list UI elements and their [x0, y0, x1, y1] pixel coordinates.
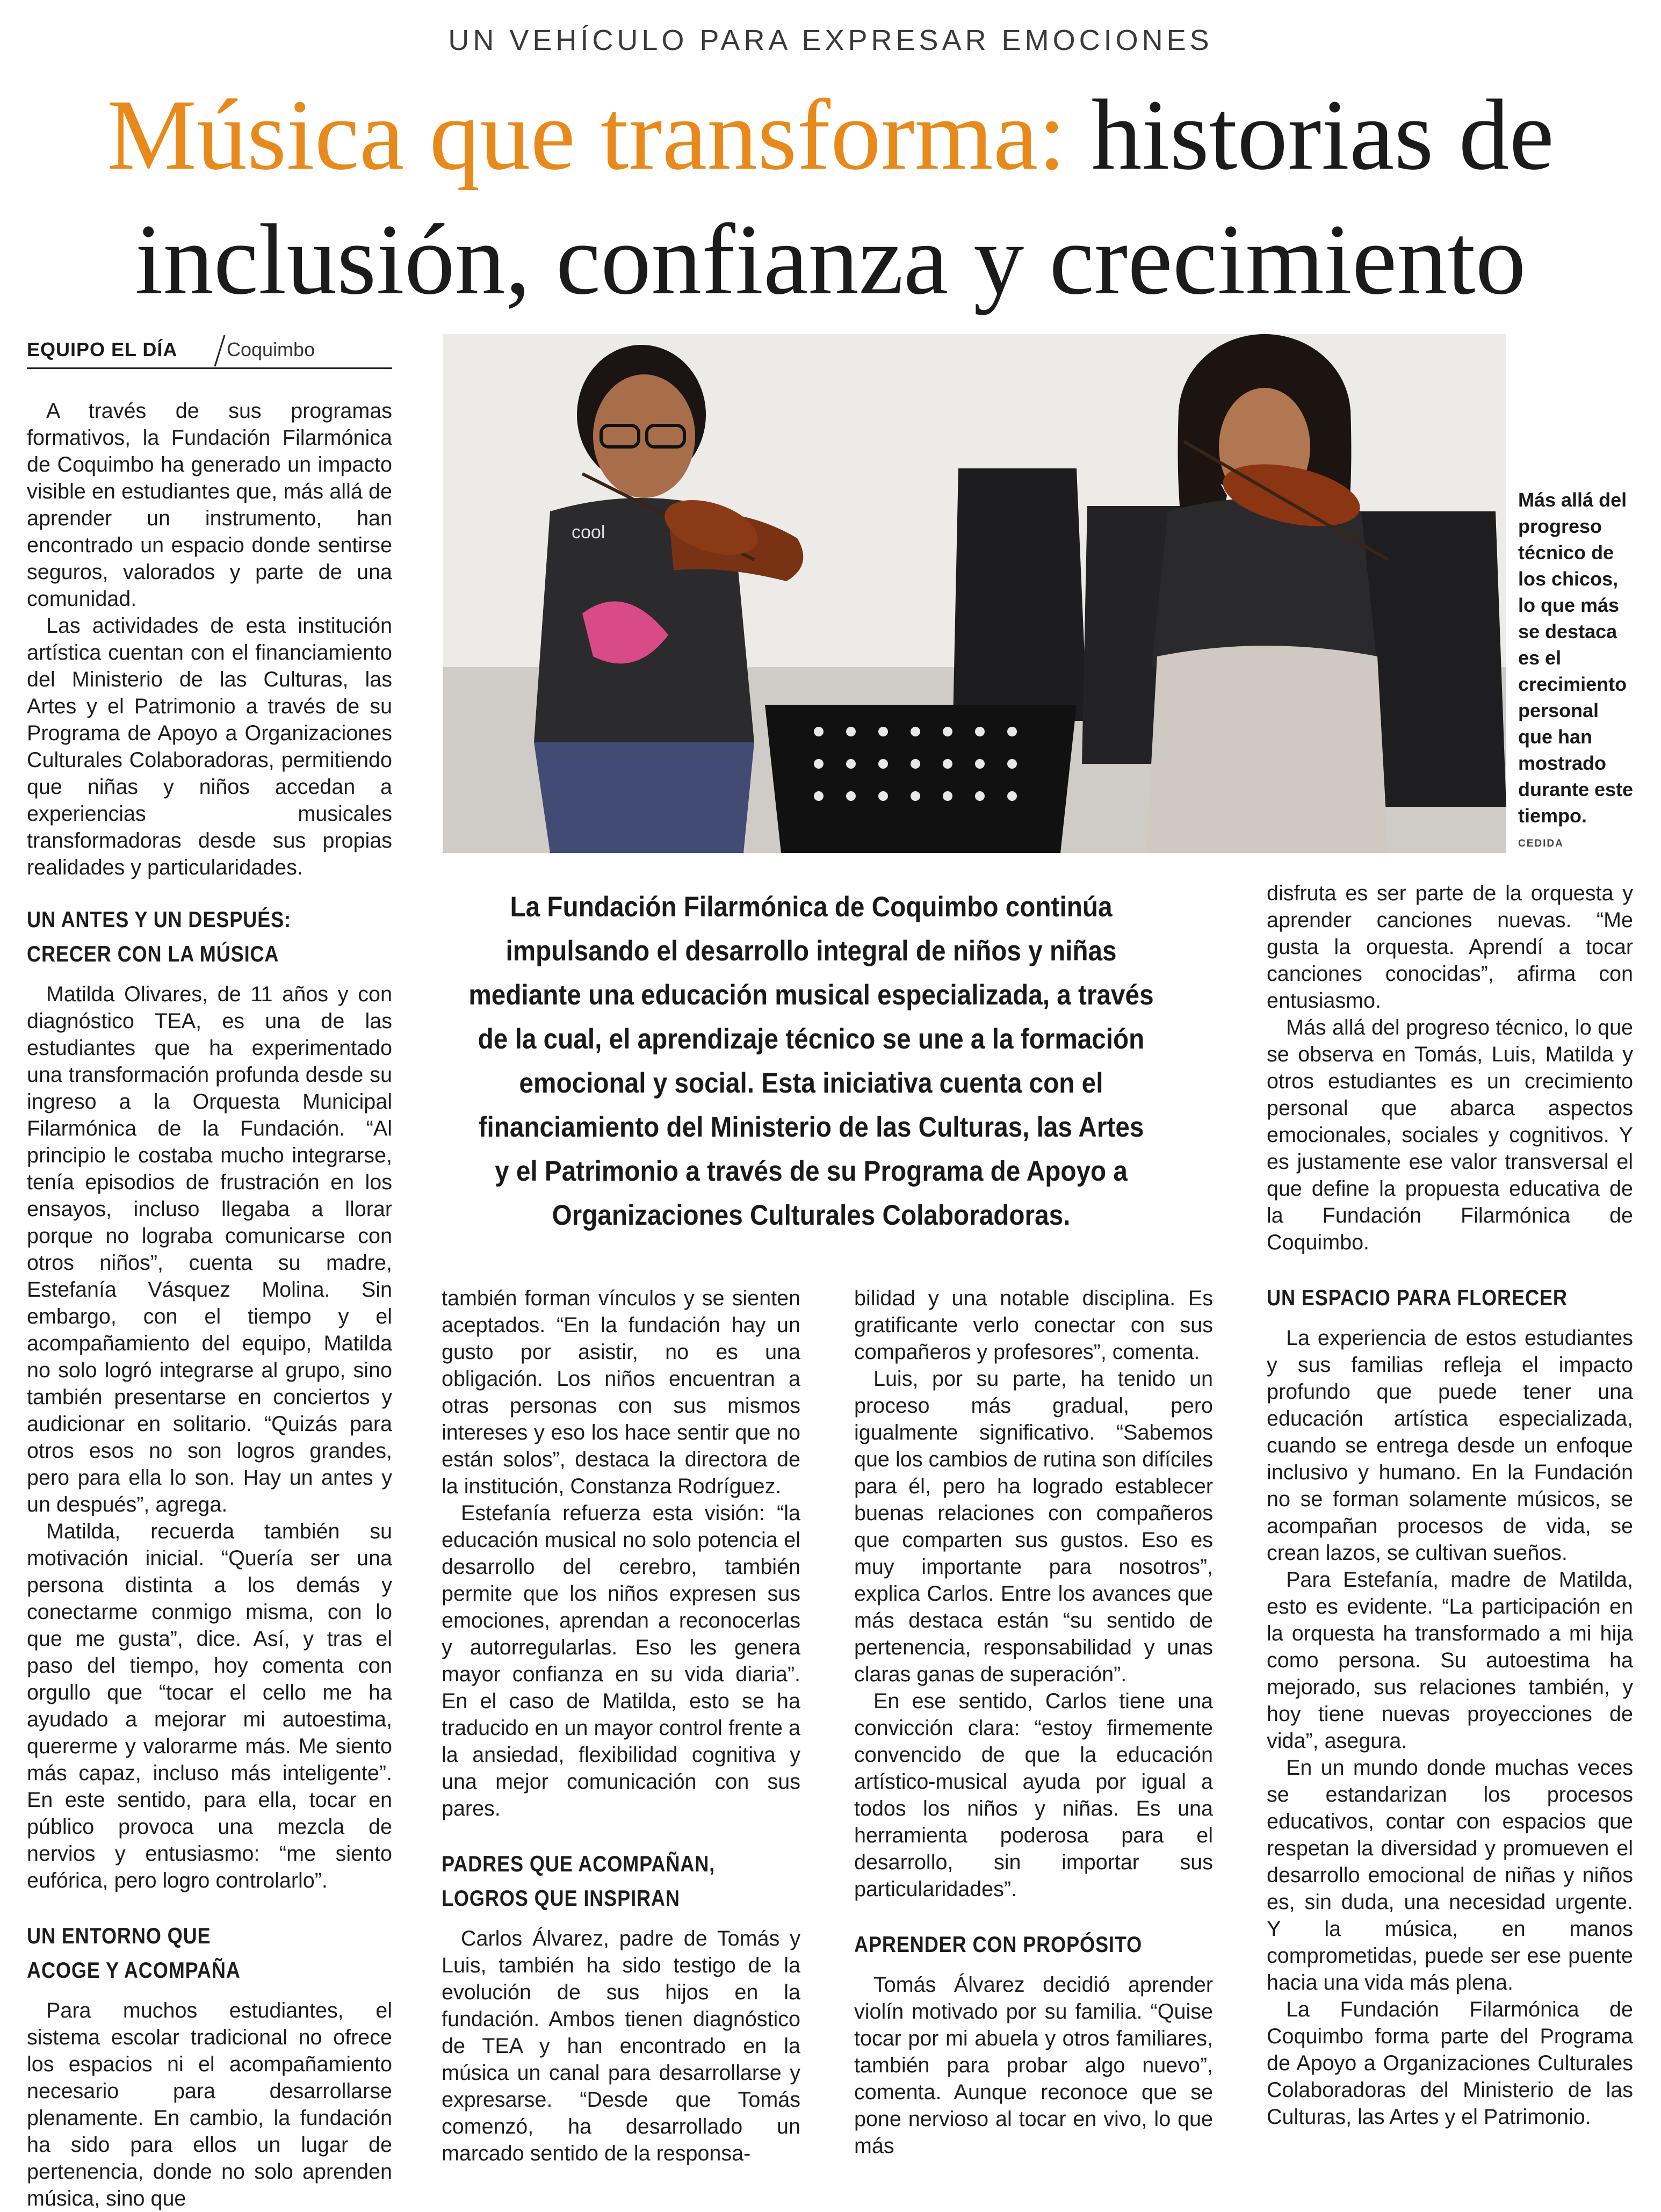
paragraph: Estefanía refuerza esta visión: “la educación musical no solo potencia el desarrollo del cerebro, también permite que los niños expresen sus emociones, aprendan a reconocerlas y autorregularlas. Eso les genera mayor confianza en su vida diaria”. En el caso de Matilda, esto se ha traducido en un mayor control frente a la ansiedad, flexibilidad cognitiva y una mejor comunicación con sus pares.: [442, 1501, 800, 1820]
headline-line2: inclusión, confianza y crecimiento: [135, 203, 1526, 315]
paragraph: Tomás Álvarez decidió aprender violín motivado por su familia. “Quise tocar por mi abuela y otros familiares, también para probar algo nuevo”, comenta. Aunque reconoce que se pone nervioso al tocar en vivo, lo que más: [854, 1973, 1213, 2158]
paragraph: Más allá del progreso técnico, lo que se observa en Tomás, Luis, Matilda y otros estudiantes es un crecimiento personal que abarca aspectos emocionales, sociales y cognitivos. Y es justamente ese valor transversal el que define la propuesta educativa de la Fundación Filarmónica de Coquimbo.: [1267, 1016, 1633, 1254]
paragraph: En un mundo donde muchas veces se estandarizan los procesos educativos, contar con espacios que respetan la diversidad y promueven el desarrollo emocional de niñas y niños es, sin duda, una necesidad urgente. Y la música, en manos comprometidas, puede ser ese puente hacia una vida más plena.: [1267, 1756, 1633, 1994]
article-photo: [443, 334, 1506, 853]
paragraph: En ese sentido, Carlos tiene una convicción clara: “estoy firmemente convencido de que la educación artístico-musical ayuda por igual a todos los niños y niñas. Es una herramienta poderosa para el desarrollo, sin importar sus particularidades”.: [854, 1689, 1213, 1901]
paragraph: también forman vínculos y se sienten aceptados. “En la fundación hay un gusto por asistir, no es una obligación. Los niños encuentran a otras personas con sus mismos intereses y eso los hace sentir que no están solos”, destaca la directora de la institución, Constanza Rodríguez.: [442, 1286, 800, 1498]
headline: [32, 73, 1629, 322]
photo-credit: CEDIDA: [1518, 838, 1564, 849]
paragraph: La experiencia de estos estudiantes y sus familias refleja el impacto profundo que puede tener una educación artística especializada, cuando se entrega desde un enfoque inclusivo y humano. En la Fundación no se forman solamente músicos, se acompañan procesos de vida, se crean lazos, se cultivan sueños.: [1267, 1326, 1633, 1565]
paragraph: Las actividades de esta institución artística cuentan con el financiamiento del Ministerio de las Culturas, las Artes y el Patrimonio a través de su Programa de Apoyo a Organizaciones Culturales Colaboradoras, permitiendo que niñas y niños accedan a experiencias musicales transformadoras desde sus propias realidades y particularidades.: [27, 614, 392, 879]
pull-quote: La Fundación Filarmónica de Coquimbo continúa impulsando el desarrollo integral de niños y niñas mediante una educación musical especializada, a través de la cual, el aprendizaje técnico se une a la formación emocional y social. Esta iniciativa cuenta con el financiamiento del Ministerio de las Culturas, las Artes y el Patrimonio a través de su Programa de Apoyo a Organizaciones Culturales Colaboradoras.: [468, 891, 1154, 1231]
paragraph: A través de sus programas formativos, la Fundación Filarmónica de Coquimbo ha generado un impacto visible en estudiantes que, más allá de aprender un instrumento, han encontrado un espacio donde sentirse seguros, valorados y parte de una comunidad.: [27, 399, 392, 611]
kicker: UN VEHÍCULO PARA EXPRESAR EMOCIONES: [448, 24, 1213, 56]
paragraph: Para muchos estudiantes, el sistema escolar tradicional no ofrece los espacios ni el acompañamiento necesario para desarrollarse plenamente. En cambio, la fundación ha sido para ellos un lugar de pertenencia, donde no solo aprenden música, sino que: [27, 1999, 392, 2210]
column-2: [442, 1285, 800, 2167]
paragraph: Luis, por su parte, ha tenido un proceso más gradual, pero igualmente significativo. “Sabemos que los cambios de rutina son difíciles para él, pero ha logrado establecer buenas relaciones con compañeros que comparten sus gustos. Eso es muy importante para nosotros”, explica Carlos. Entre los avances que más destaca están “su sentido de pertenencia, responsabilidad y unas claras ganas de superación”.: [854, 1367, 1213, 1686]
byline: [27, 334, 392, 369]
violin-students-illustration: [443, 334, 1506, 853]
byline-location: Coquimbo: [227, 338, 315, 360]
column-1: [27, 397, 392, 2212]
byline-author: EQUIPO EL DÍA: [27, 338, 178, 360]
svg-text:cool: cool: [572, 522, 605, 543]
section-heading: UN ENTORNO QUE ACOGE Y ACOMPAÑA: [27, 1923, 241, 1983]
paragraph: Matilda Olivares, de 11 años y con diagnóstico TEA, es una de las estudiantes que ha experimentado una transformación profunda desde su ingreso a la Orquesta Municipal Filarmónica de la Fundación. “Al principio le costaba mucho integrarse, tenía episodios de frustración en los ensayos, incluso llegaba a llorar porque no lograba comunicarse con otros niños”, cuenta su madre, Estefanía Vásquez Molina. Sin embargo, con el tiempo y el acompañamiento del equipo, Matilda no solo logró integrarse al grupo, sino también presentarse en conciertos y audicionar en solitario. “Quizás para otros esos no son logros grandes, pero para ella lo son. Hay un antes y un después”, agrega.: [27, 982, 392, 1516]
section-heading: UN ESPACIO PARA FLORECER: [1267, 1285, 1568, 1310]
paragraph: La Fundación Filarmónica de Coquimbo forma parte del Programa de Apoyo a Organizaciones Culturales Colaboradoras del Ministerio de las Culturas, las Artes y el Patrimonio.: [1267, 1998, 1633, 2129]
photo-caption: Más allá del progreso técnico de los chicos, lo que más se destaca es el crecimiento personal que han mostrado durante este tiempo.: [1518, 489, 1634, 827]
paragraph: bilidad y una notable disciplina. Es gratificante verlo conectar con sus compañeros y profesores”, comenta.: [854, 1286, 1213, 1364]
section-heading: APRENDER CON PROPÓSITO: [854, 1932, 1143, 1957]
headline-highlight: Música que transforma:: [107, 78, 1066, 191]
column-3: [854, 1285, 1213, 2159]
headline-line1: historias de: [1066, 78, 1554, 191]
column-4: [1267, 880, 1633, 2130]
paragraph: Matilda, recuerda también su motivación inicial. “Quería ser una persona distinta a los demás y conectarme conmigo misma, con lo que me gusta”, dice. Así, y tras el paso del tiempo, hoy comenta con orgullo que “tocar el cello me ha ayudado a mejorar mi autoestima, quererme y valorarme más. Me siento más capaz, incluso más inteligente”. En este sentido, para ella, tocar en público provoca una mezcla de nervios y entusiasmo: “me siento eufórica, pero logro controlarlo”.: [27, 1520, 392, 1892]
section-heading: PADRES QUE ACOMPAÑAN, LOGROS QUE INSPIRAN: [442, 1851, 716, 1911]
paragraph: Para Estefanía, madre de Matilda, esto es evidente. “La participación en la orquesta ha transformado a mi hija como persona. Su autoestima ha mejorado, sus relaciones también, y hoy tiene nuevas proyecciones de vida”, asegura.: [1267, 1568, 1633, 1753]
paragraph: Carlos Álvarez, padre de Tomás y Luis, también ha sido testigo de la evolución de sus hijos en la fundación. Ambos tienen diagnóstico de TEA y han encontrado en la música un canal para desarrollarse y expresarse. “Desde que Tomás comenzó, ha desarrollado un marcado sentido de la responsa-: [442, 1927, 800, 2165]
section-heading: UN ANTES Y UN DESPUÉS: CRECER CON LA MÚSICA: [27, 907, 291, 966]
paragraph: disfruta es ser parte de la orquesta y aprender canciones nuevas. “Me gusta la orquesta. Aprendí a tocar canciones conocidas”, afirma con entusiasmo.: [1267, 881, 1633, 1013]
